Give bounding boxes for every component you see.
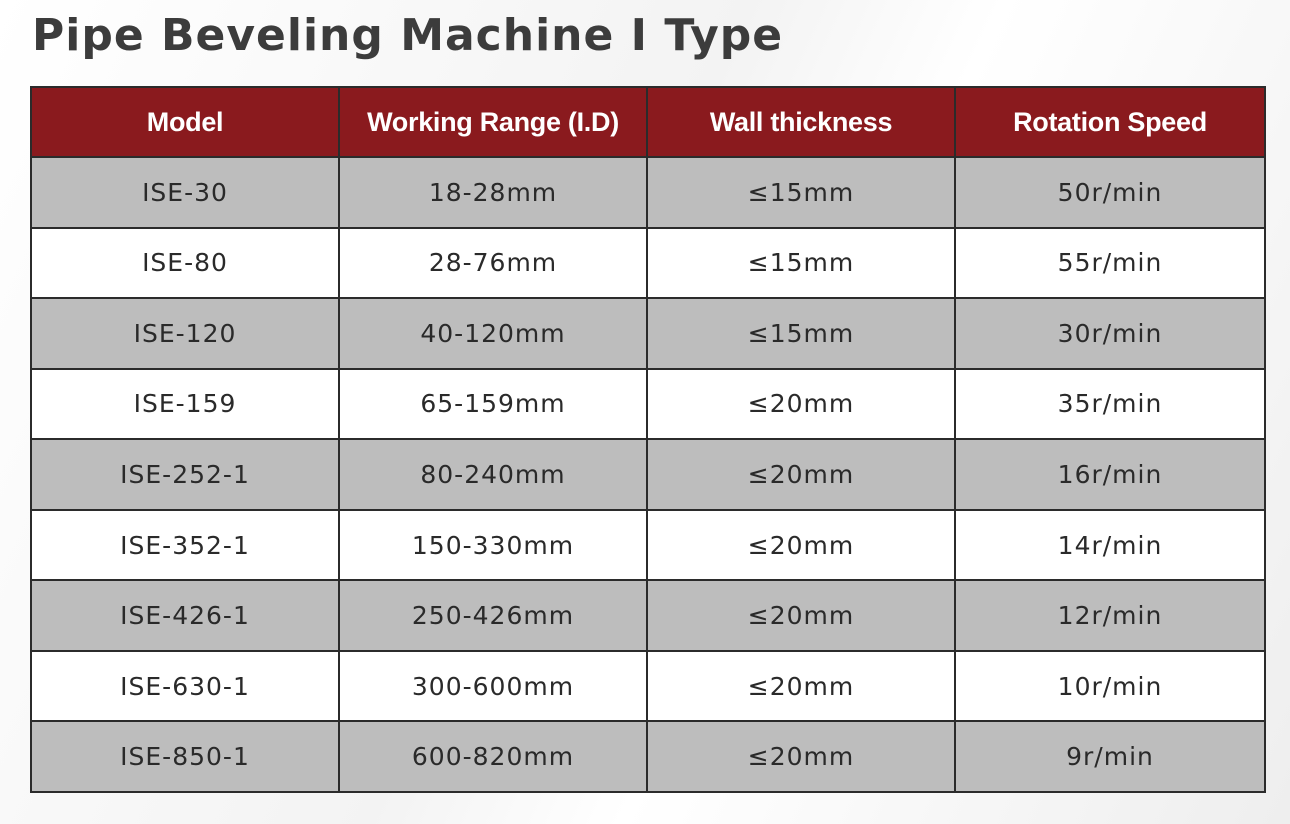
cell-wall-thickness: ≤20mm [647, 651, 955, 722]
cell-wall-thickness: ≤20mm [647, 721, 955, 792]
table-body [31, 157, 1265, 792]
cell-rotation-speed: 30r/min [955, 298, 1265, 369]
table-row [31, 439, 1265, 510]
table-row [31, 651, 1265, 722]
cell-model: ISE-850-1 [31, 721, 339, 792]
cell-wall-thickness: ≤20mm [647, 369, 955, 440]
cell-working-range: 250-426mm [339, 580, 647, 651]
cell-model: ISE-630-1 [31, 651, 339, 722]
cell-rotation-speed: 10r/min [955, 651, 1265, 722]
column-header-model: Model [31, 87, 339, 157]
cell-model: ISE-426-1 [31, 580, 339, 651]
cell-wall-thickness: ≤15mm [647, 298, 955, 369]
cell-model: ISE-252-1 [31, 439, 339, 510]
cell-rotation-speed: 55r/min [955, 228, 1265, 299]
cell-working-range: 300-600mm [339, 651, 647, 722]
table-row [31, 721, 1265, 792]
cell-working-range: 150-330mm [339, 510, 647, 581]
cell-working-range: 40-120mm [339, 298, 647, 369]
table-header [31, 87, 1265, 157]
cell-working-range: 28-76mm [339, 228, 647, 299]
cell-wall-thickness: ≤20mm [647, 580, 955, 651]
cell-rotation-speed: 14r/min [955, 510, 1265, 581]
page-title: Pipe Beveling Machine I Type [32, 10, 784, 61]
cell-working-range: 18-28mm [339, 157, 647, 228]
cell-rotation-speed: 50r/min [955, 157, 1265, 228]
table-row [31, 157, 1265, 228]
cell-wall-thickness: ≤20mm [647, 439, 955, 510]
cell-wall-thickness: ≤15mm [647, 157, 955, 228]
cell-rotation-speed: 16r/min [955, 439, 1265, 510]
cell-wall-thickness: ≤15mm [647, 228, 955, 299]
cell-model: ISE-159 [31, 369, 339, 440]
table-row [31, 510, 1265, 581]
table-row [31, 228, 1265, 299]
cell-model: ISE-352-1 [31, 510, 339, 581]
cell-wall-thickness: ≤20mm [647, 510, 955, 581]
cell-model: ISE-120 [31, 298, 339, 369]
cell-model: ISE-80 [31, 228, 339, 299]
cell-working-range: 65-159mm [339, 369, 647, 440]
cell-model: ISE-30 [31, 157, 339, 228]
spec-table [30, 86, 1266, 793]
header-row [31, 87, 1265, 157]
cell-rotation-speed: 35r/min [955, 369, 1265, 440]
cell-rotation-speed: 12r/min [955, 580, 1265, 651]
cell-working-range: 80-240mm [339, 439, 647, 510]
column-header-wall-thickness: Wall thickness [647, 87, 955, 157]
table-row [31, 580, 1265, 651]
table-row [31, 369, 1265, 440]
table-row [31, 298, 1265, 369]
column-header-rotation-speed: Rotation Speed [955, 87, 1265, 157]
cell-working-range: 600-820mm [339, 721, 647, 792]
column-header-working-range: Working Range (I.D) [339, 87, 647, 157]
cell-rotation-speed: 9r/min [955, 721, 1265, 792]
